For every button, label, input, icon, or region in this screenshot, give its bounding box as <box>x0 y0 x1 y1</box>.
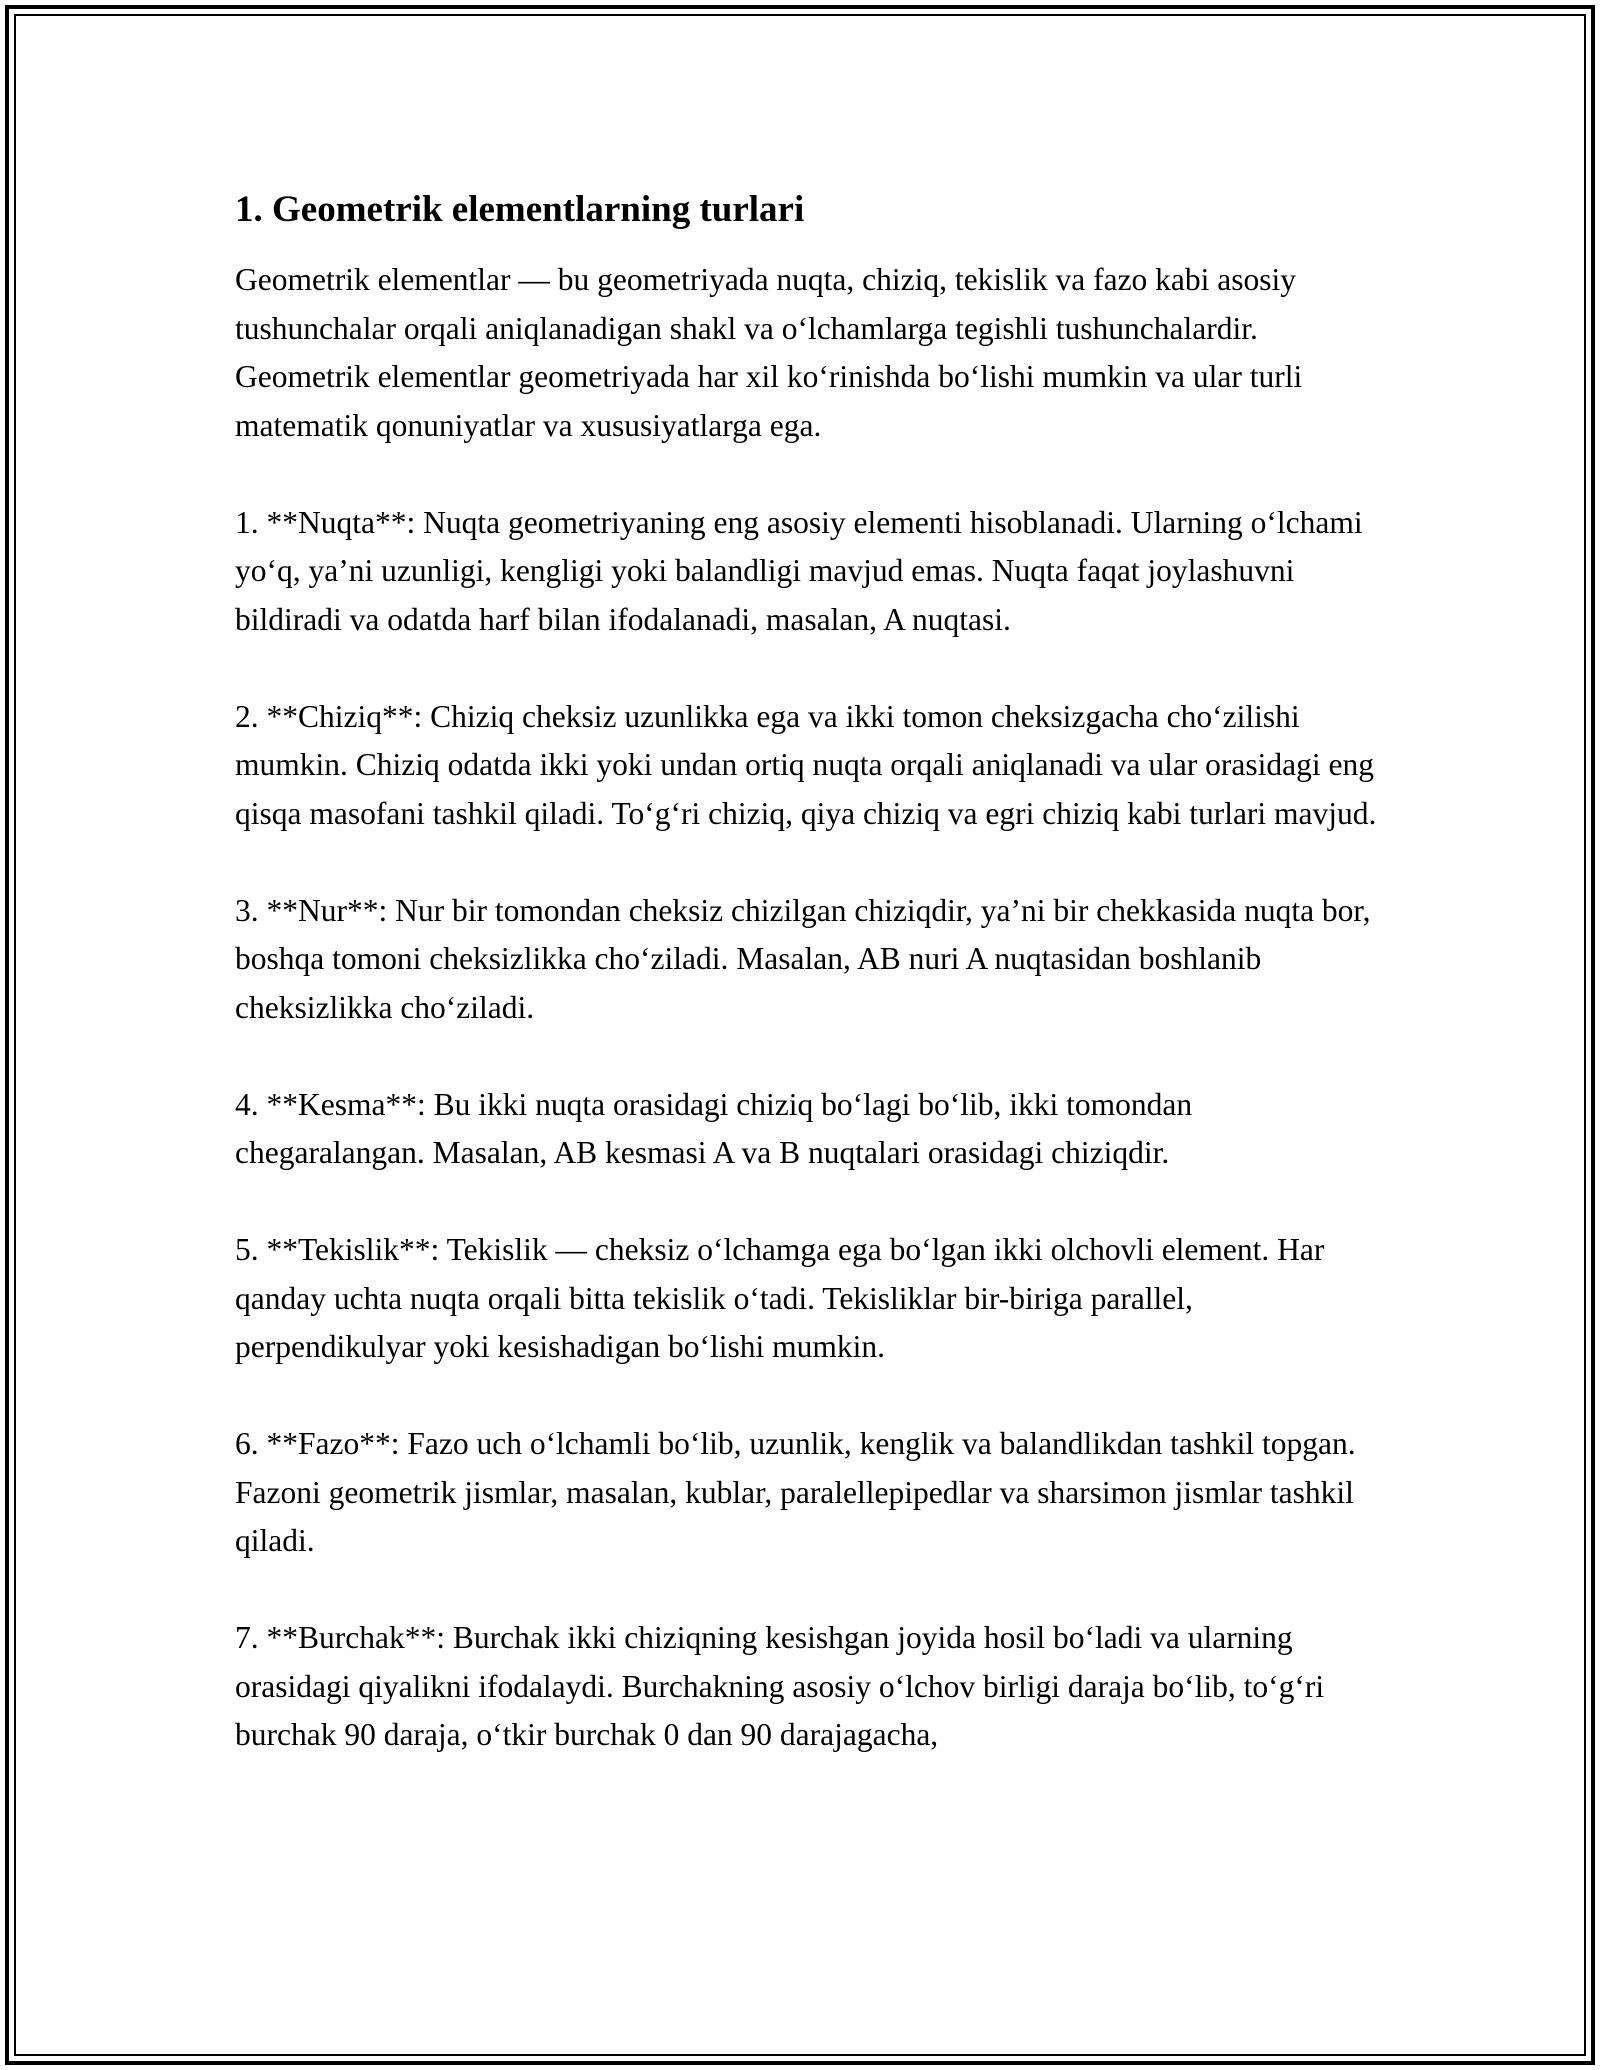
paragraph-fazo: 6. **Fazo**: Fazo uch oʻlchamli boʻlib, uzunlik, kenglik va balandlikdan tashkil topgan. Fazoni geometrik jismlar, masalan, kublar, paralellepipedlar va sharsimon jismlar tashkil qiladi. <box>235 1426 1356 1558</box>
section-title: 1. Geometrik elementlarning turlari <box>235 189 805 230</box>
paragraph-kesma: 4. **Kesma**: Bu ikki nuqta orasidagi chiziq boʻlagi boʻlib, ikki tomondan chegaralangan. Masalan, AB kesmasi A va B nuqtalari orasidagi chiziqdir. <box>235 1086 1193 1170</box>
paragraph-burchak: 7. **Burchak**: Burchak ikki chiziqning kesishgan joyida hosil boʻladi va ularning orasidagi qiyalikni ifodalaydi. Burchakning asosiy oʻlchov birligi daraja boʻlib, toʻgʻri burchak 90 daraja, oʻtkir burchak 0 dan 90 darajagacha, <box>235 1620 1325 1752</box>
paragraph-chiziq: 2. **Chiziq**: Chiziq cheksiz uzunlikka ega va ikki tomon cheksizgacha choʻzilishi mumkin. Chiziq odatda ikki yoki undan ortiq nuqta orqali aniqlanadi va ular orasidagi eng qisqa masofani tashkil qiladi. Toʻgʻri chiziq, qiya chiziq va egri chiziq kabi turlari mavjud. <box>235 698 1377 831</box>
document-body <box>235 186 1385 1808</box>
paragraph-nur: 3. **Nur**: Nur bir tomondan cheksiz chizilgan chiziqdir, ya’ni bir chekkasida nuqta bor, boshqa tomoni cheksizlikka choʻziladi. Masalan, AB nuri A nuqtasidan boshlanib cheksizlikka choʻziladi. <box>235 892 1371 1025</box>
paragraph-tekislik: 5. **Tekislik**: Tekislik — cheksiz oʻlchamga ega boʻlgan ikki olchovli element. Har qanday uchta nuqta orqali bitta tekislik oʻtadi. Tekisliklar bir-biriga parallel, perpendikulyar yoki kesishadigan boʻlishi mumkin. <box>235 1232 1325 1364</box>
paragraph-nuqta: 1. **Nuqta**: Nuqta geometriyaning eng asosiy elementi hisoblanadi. Ularning oʻlchami yoʻq, ya’ni uzunligi, kengligi yoki balandligi mavjud emas. Nuqta faqat joylashuvni bildiradi va odatda harf bilan ifodalanadi, masalan, A nuqtasi. <box>235 504 1363 637</box>
intro-paragraph: Geometrik elementlar — bu geometriyada nuqta, chiziq, tekislik va fazo kabi asosiy tushunchalar orqali aniqlanadigan shakl va oʻlchamlarga tegishli tushunchalardir. Geometrik elementlar geometriyada har xil koʻrinishda boʻlishi mumkin va ular turli matematik qonuniyatlar va xususiyatlarga ega. <box>235 262 1303 443</box>
